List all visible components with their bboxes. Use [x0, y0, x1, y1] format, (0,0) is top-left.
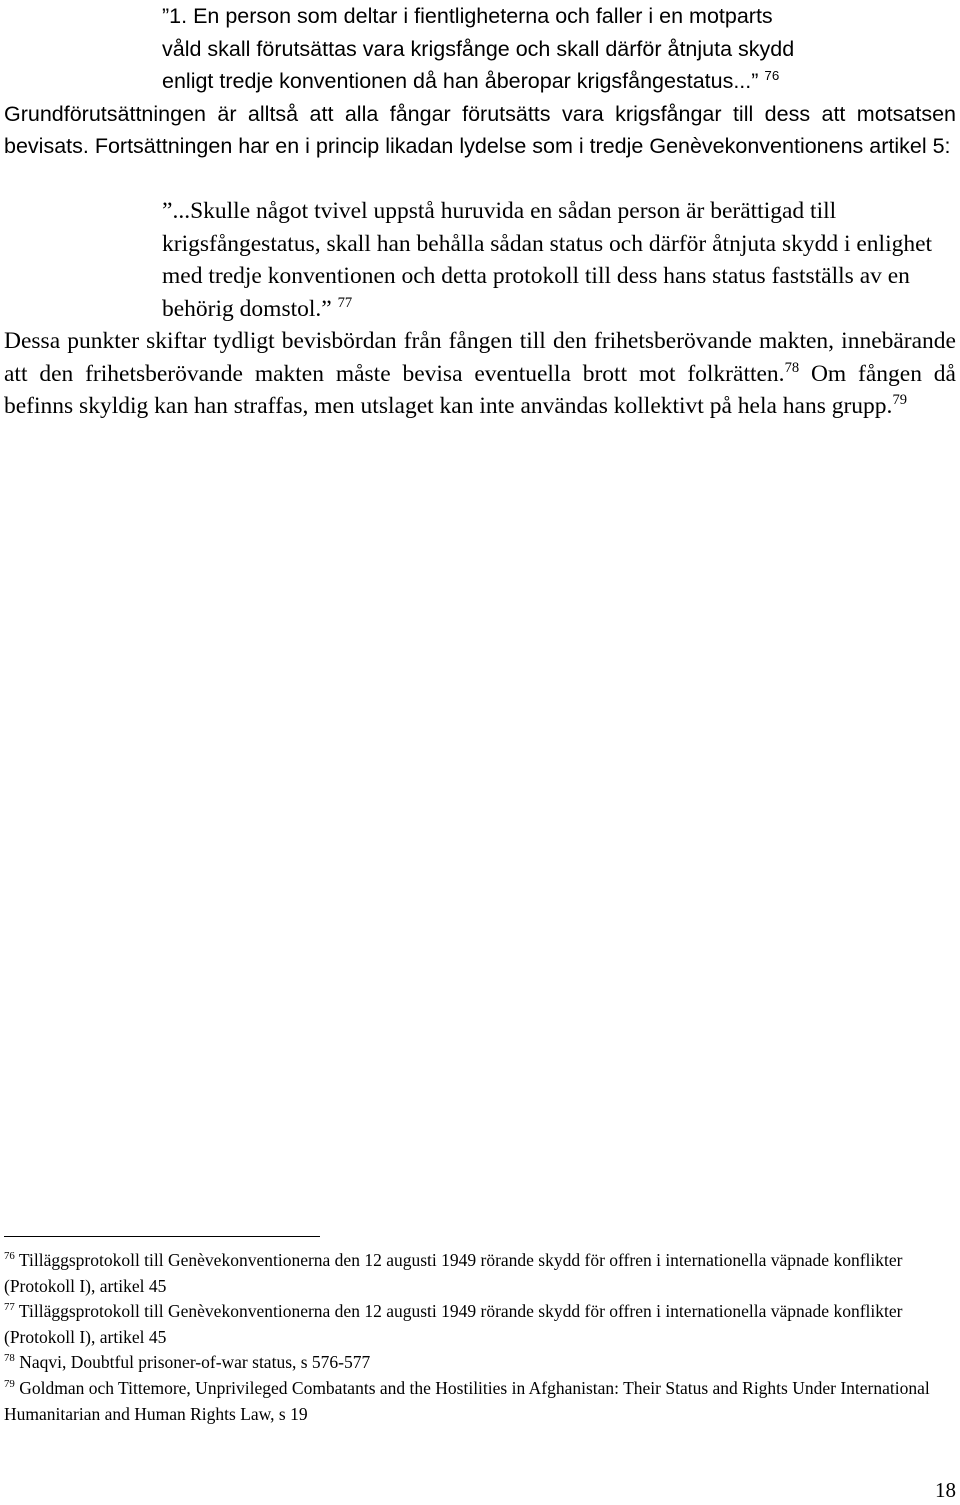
footnote-separator: [4, 1236, 320, 1237]
quote-line: våld skall förutsättas vara krigsfånge och skall därför åtnjuta skydd: [162, 36, 795, 61]
footnote-text: Tilläggsprotokoll till Genèvekonventionerna den 12 augusti 1949 rörande skydd för offren i internationella väpnade konflikter (Protokoll I), artikel 45: [4, 1301, 903, 1347]
footnote-text: Tilläggsprotokoll till Genèvekonventionerna den 12 augusti 1949 rörande skydd för offren i internationella väpnade konflikter (Protokoll I), artikel 45: [4, 1250, 903, 1296]
open-quote: ”: [162, 4, 170, 28]
block-quote-1: [162, 0, 954, 98]
paragraph-2: Dessa punkter skiftar tydligt bevisbördan från fången till den frihetsberövande makten, innebärande att den frihetsberövande makten måste bevisa eventuella brott mot folkrätten.$^{78}$ Om fången då befinns skyldig kan han straffas, men utslaget kan inte användas kollektivt på hela hans grupp.$^{79}$: [4, 328, 956, 419]
footnote-number: 76: [4, 1250, 15, 1263]
quote-line: enligt tredje konventionen då han åberopar krigsfångestatus...” $^{76}$: [162, 67, 780, 93]
footnote-text: Goldman och Tittemore, Unprivileged Combatants and the Hostilities in Afghanistan: Their Status and Rights Under International Humanitarian and Human Rights Law, s 19: [4, 1377, 930, 1424]
footnote-ref[interactable]: 78: [784, 359, 800, 376]
paragraph-1: Grundförutsättningen är alltså att alla fångar förutsätts vara krigsfångar till dess att motsatsen bevisats. Fortsättningen har en i princip likadan lydelse som i tredje Genèvekonventionens artikel 5:: [4, 101, 956, 158]
footnote: [4, 1248, 956, 1299]
footnote: [4, 1299, 956, 1350]
quote-line: ”1. En person som deltar i fientligheterna och faller i en motparts: [162, 4, 773, 28]
close-quote: ”: [321, 295, 332, 322]
footnote-text: Naqvi, Doubtful prisoner-of-war status, s 576-577: [19, 1352, 371, 1373]
block-quote-2: ”...Skulle något tvivel uppstå huruvida en sådan person är berättigad till krigsfångestatus, skall han behålla sådan status och därför åtnjuta skydd i enlighet med tredje konventionen och detta protokoll till dess hans status fastställs av en behörig domstol.” $^{77}$: [162, 198, 933, 322]
footnote: [4, 1350, 956, 1376]
footnote-number: 79: [4, 1378, 15, 1391]
footnote: [4, 1376, 956, 1427]
page-number: 18: [935, 1478, 956, 1502]
footnote-ref[interactable]: 79: [892, 392, 907, 409]
footnote-number: 78: [4, 1352, 15, 1365]
footnotes: [4, 1248, 956, 1427]
open-quote: ”: [162, 198, 173, 224]
footnote-ref[interactable]: 77: [337, 294, 353, 311]
footnote-ref[interactable]: 76: [764, 67, 780, 83]
footnote-number: 77: [4, 1301, 15, 1314]
close-quote: ”: [751, 69, 759, 93]
